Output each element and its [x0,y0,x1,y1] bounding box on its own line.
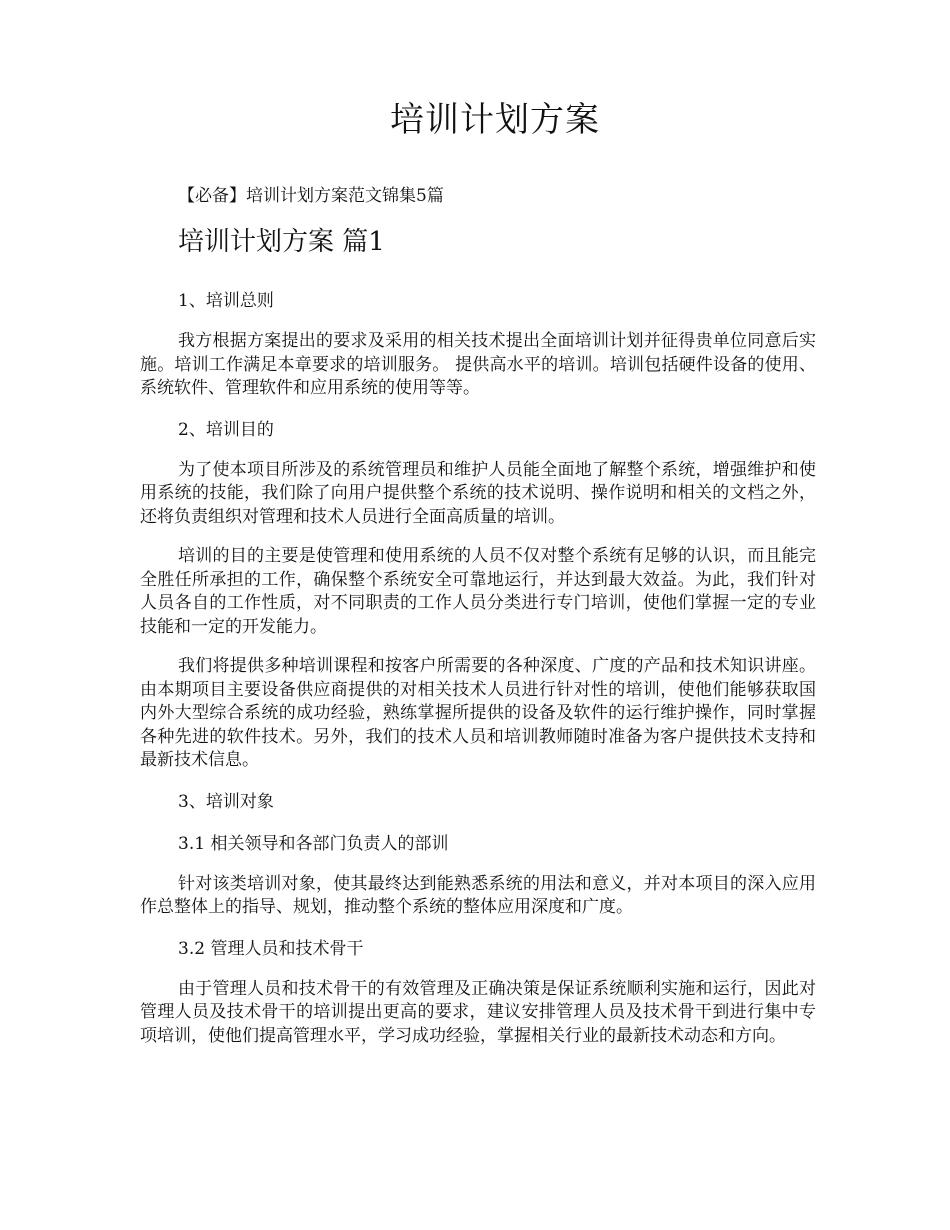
document-title: 培训计划方案 [390,100,600,140]
paragraph-purpose-2: 培训的目的主要是使管理和使用系统的人员不仅对整个系统有足够的认识，而且能完全胜任所承担的工作，确保整个系统安全可靠地运行，并达到最大效益。为此，我们针对人员各自的工作性质，对不同职责的工作人员分类进行专门培训，使他们掌握一定的专业技能和一定的开发能力。 [140,546,816,637]
section-heading: 培训计划方案 篇1 [178,227,385,257]
paragraph-leaders-training: 针对该类培训对象，使其最终达到能熟悉系统的用法和意义，并对本项目的深入应用作总整体上的指导、规划，推动整个系统的整体应用深度和广度。 [140,873,816,917]
subheading-training-principles: 1、培训总则 [178,291,274,311]
paragraph-training-principles: 我方根据方案提出的要求及采用的相关技术提出全面培训计划并征得贵单位同意后实施。培训工作满足本章要求的培训服务。 提供高水平的培训。培训包括硬件设备的使用、系统软件、管理软件和应用系统的使用等等。 [140,331,816,398]
subheading-leaders-training: 3.1 相关领导和各部门负责人的部训 [178,833,449,854]
paragraph-managers-technical-staff: 由于管理人员和技术骨干的有效管理及正确决策是保证系统顺利实施和运行，因此对管理人员及技术骨干的培训提出更高的要求，建议安排管理人员及技术骨干到进行集中专项培训，使他们提高管理水平，学习成功经验，掌握相关行业的最新技术动态和方向。 [140,978,816,1046]
document-subtitle: 【必备】培训计划方案范文锦集5篇 [178,186,444,206]
document-body [140,288,816,1064]
subheading-training-purpose: 2、培训目的 [178,419,274,440]
paragraph-purpose-1: 为了使本项目所涉及的系统管理员和维护人员能全面地了解整个系统，增强维护和使用系统的技能，我们除了向用户提供整个系统的技术说明、操作说明和相关的文档之外，还将负责组织对管理和技术人员进行全面高质量的培训。 [140,459,816,527]
subheading-training-targets: 3、培训对象 [178,791,274,812]
paragraph-purpose-3: 我们将提供多种培训课程和按客户所需要的各种深度、广度的产品和技术知识讲座。由本期项目主要设备供应商提供的对相关技术人员进行针对性的培训，使他们能够获取国内外大型综合系统的成功经验，熟练掌握所提供的设备及软件的运行维护操作，同时掌握各种先进的软件技术。另外，我们的技术人员和培训教师随时准备为客户提供技术支持和最新技术信息。 [140,656,816,770]
subheading-managers-technical-staff: 3.2 管理人员和技术骨干 [178,938,364,959]
